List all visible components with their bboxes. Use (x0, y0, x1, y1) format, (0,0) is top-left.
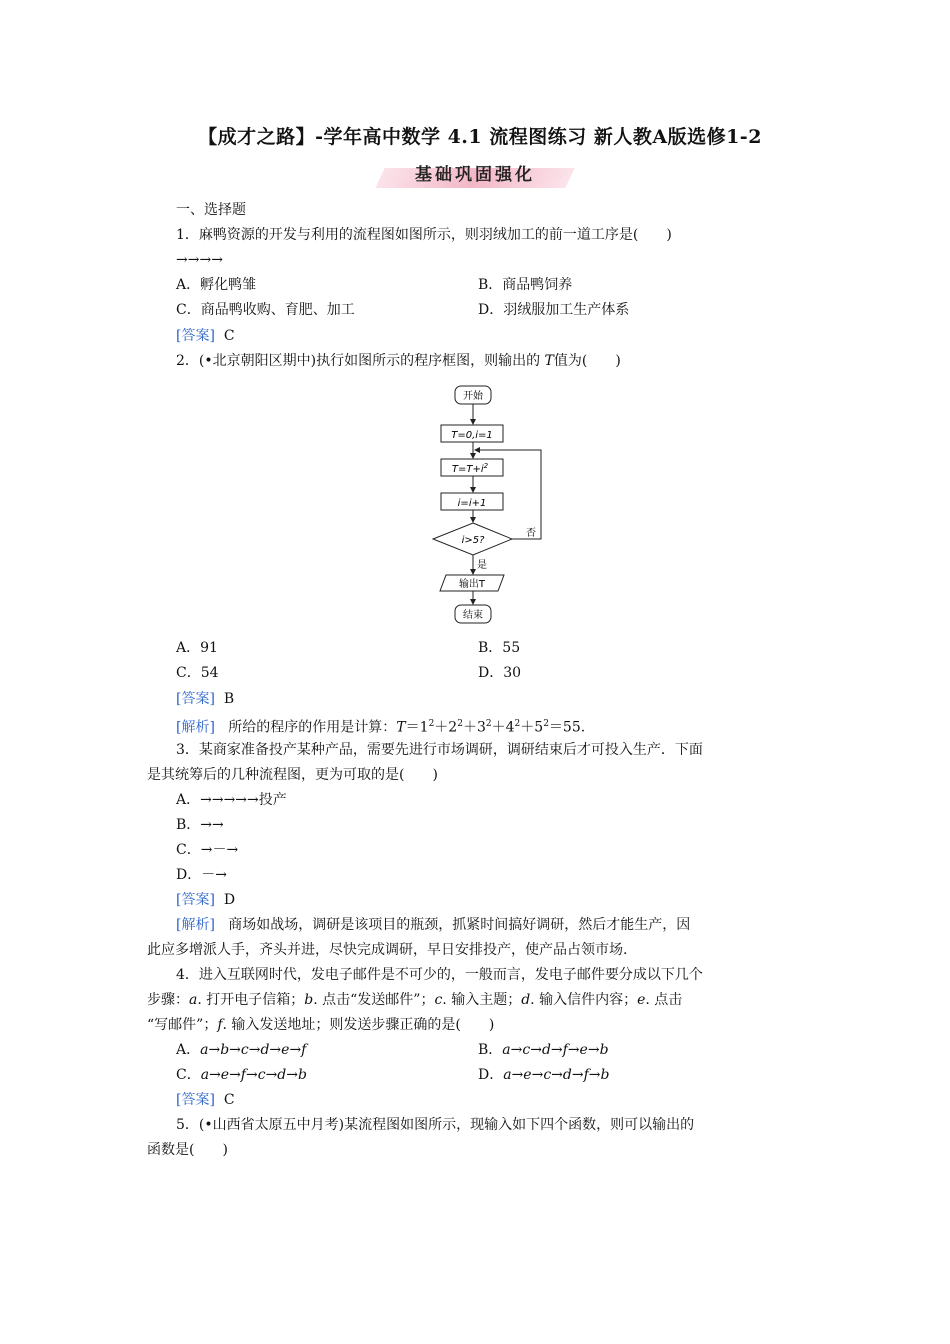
q1-arrows: →→→→ (176, 252, 223, 268)
option-label: C． (176, 1067, 201, 1083)
section-banner (380, 160, 570, 190)
q4-step-letter: c (434, 992, 443, 1008)
analysis-tag: [解析] (176, 719, 215, 736)
analysis-exponent: 2 (543, 719, 549, 729)
q4-option-b (478, 1040, 609, 1060)
q1-option-c: C．商品鸭收购、育肥、加工 (176, 302, 355, 318)
flowchart-yes-label: 是 (477, 560, 487, 571)
q2-option-d: D．30 (478, 665, 522, 681)
q2-answer (176, 689, 234, 709)
q4-text: 步骤： (147, 992, 189, 1008)
q2-stem-part: 2．( (176, 353, 205, 369)
q1-option-d: D．羽绒服加工生产体系 (478, 302, 630, 318)
q4-stem-line3 (147, 1015, 494, 1035)
option-label: D． (478, 1067, 504, 1083)
answer-tag: [答案] (176, 892, 215, 908)
q4-text: . 点击“发送邮件”； (313, 992, 435, 1008)
q4-step-letter: f (217, 1017, 223, 1033)
q3-option-a: A．→→→→→投产 (176, 792, 287, 808)
analysis-text: ＋5 (520, 719, 544, 736)
q4-text: “写邮件”； (147, 1017, 218, 1033)
q1-option-b: B．商品鸭饲养 (478, 277, 573, 293)
q3-analysis-line1 (176, 915, 690, 935)
analysis-exponent: 2 (428, 719, 435, 729)
q4-text: . 打开电子信箱； (197, 992, 305, 1008)
answer-tag: [答案] (176, 328, 215, 344)
answer-value: B (223, 691, 235, 707)
q3-option-c: C．→－→ (176, 842, 239, 858)
q3-answer (176, 890, 235, 910)
analysis-exponent: 2 (514, 719, 521, 729)
answer-tag: [答案] (176, 1092, 215, 1108)
q4-text: . 输入发送地址；则发送步骤正确的是( ) (222, 1017, 495, 1033)
q4-option-d (478, 1065, 609, 1085)
q4-option-c (176, 1065, 307, 1085)
q3-stem-line2: 是其统筹后的几种流程图，更为可取的是( ) (147, 767, 438, 783)
answer-value: C (223, 1092, 235, 1108)
answer-value: C (223, 328, 235, 344)
flowchart-start-label: 开始 (463, 391, 483, 402)
flowchart-decision-label: i>5? (461, 535, 485, 546)
flowchart-sum-label (452, 462, 489, 475)
analysis-exponent: 2 (485, 719, 492, 729)
q1-stem: 1．麻鸭资源的开发与利用的流程图如图所示，则羽绒加工的前一道工序是( ) (176, 227, 672, 243)
program-flowchart (428, 382, 552, 630)
q5-stem-line2: 函数是( ) (147, 1142, 228, 1158)
q2-option-a: A．91 (176, 640, 218, 656)
q2-stem-part: •北京朝阳区期中)执行如图所示的程序框图，则输出的 (204, 353, 545, 369)
q4-option-a (176, 1040, 306, 1060)
q4-stem-line1: 4．进入互联网时代，发电子邮件是不可少的，一般而言，发电子邮件要分成以下几个 (176, 967, 703, 983)
q3-option-b: B．→→ (176, 817, 224, 833)
q4-stem-line2 (147, 990, 682, 1010)
option-label: B． (478, 1042, 503, 1058)
flowchart-no-label: 否 (526, 528, 536, 539)
q1-option-a: A．孵化鸭雏 (176, 277, 257, 293)
q4-step-letter: a (189, 992, 198, 1008)
q4-answer (176, 1090, 235, 1110)
section-heading: 一、选择题 (176, 202, 246, 218)
option-sequence: a→e→f→c→d→b (200, 1067, 307, 1083)
flowchart-output-label: 输出T (458, 579, 486, 590)
analysis-exponent: 2 (457, 719, 463, 729)
answer-tag: [答案] (176, 691, 215, 707)
q3-analysis-line2: 此应多增派人手，齐头并进，尽快完成调研，早日安排投产，使产品占领市场. (147, 942, 628, 958)
q2-stem-part: 值为( ) (553, 353, 621, 369)
option-label: A． (176, 1042, 201, 1058)
q4-step-letter: e (637, 992, 646, 1008)
document-title: 【成才之路】-学年高中数学 4.1 流程图练习 新人教A版选修1-2 (198, 126, 762, 148)
analysis-text: ＝1 (405, 719, 429, 736)
analysis-tag: [解析] (176, 917, 215, 933)
q2-stem (176, 351, 621, 371)
q2-option-c: C．54 (176, 665, 219, 681)
flowchart-sum-expr: T=T+i (451, 464, 484, 475)
analysis-text: ＋2 (434, 719, 458, 736)
q4-text: . 输入信件内容； (530, 992, 638, 1008)
analysis-text: 商场如战场，调研是该项目的瓶颈，抓紧时间搞好调研，然后才能生产，因 (228, 917, 691, 933)
q4-step-letter: d (521, 992, 531, 1008)
q2-option-b: B．55 (478, 640, 521, 656)
q2-analysis (176, 714, 585, 738)
option-sequence: a→b→c→d→e→f (200, 1042, 307, 1058)
option-sequence: a→e→c→d→f→b (503, 1067, 610, 1083)
flowchart-sum-exp: 2 (483, 462, 489, 470)
analysis-variable: T (396, 719, 406, 736)
q5-stem-line1: 5．(•山西省太原五中月考)某流程图如图所示，现输入如下四个函数，则可以输出的 (176, 1117, 695, 1133)
q1-answer (176, 326, 235, 346)
flowchart-end-label: 结束 (463, 610, 483, 621)
flowchart-increment-label: i=i+1 (457, 498, 487, 509)
analysis-text: 所给的程序的作用是计算： (228, 719, 397, 736)
analysis-text: ＋3 (462, 719, 486, 736)
flowchart-init-label: T=0,i=1 (451, 430, 493, 441)
q3-stem-line1: 3．某商家准备投产某种产品，需要先进行市场调研，调研结束后才可投入生产．下面 (176, 742, 703, 758)
answer-value: D (223, 892, 236, 908)
q4-step-letter: b (304, 992, 314, 1008)
banner-text: 基础巩固强化 (415, 165, 535, 185)
option-sequence: a→c→d→f→e→b (502, 1042, 609, 1058)
analysis-text: ＝55. (548, 719, 586, 736)
analysis-text: ＋4 (491, 719, 515, 736)
q3-option-d: D．－→ (176, 867, 227, 883)
q4-text: . 输入主题； (442, 992, 522, 1008)
q4-text: . 点击 (645, 992, 683, 1008)
q2-stem-variable: T (544, 353, 554, 369)
